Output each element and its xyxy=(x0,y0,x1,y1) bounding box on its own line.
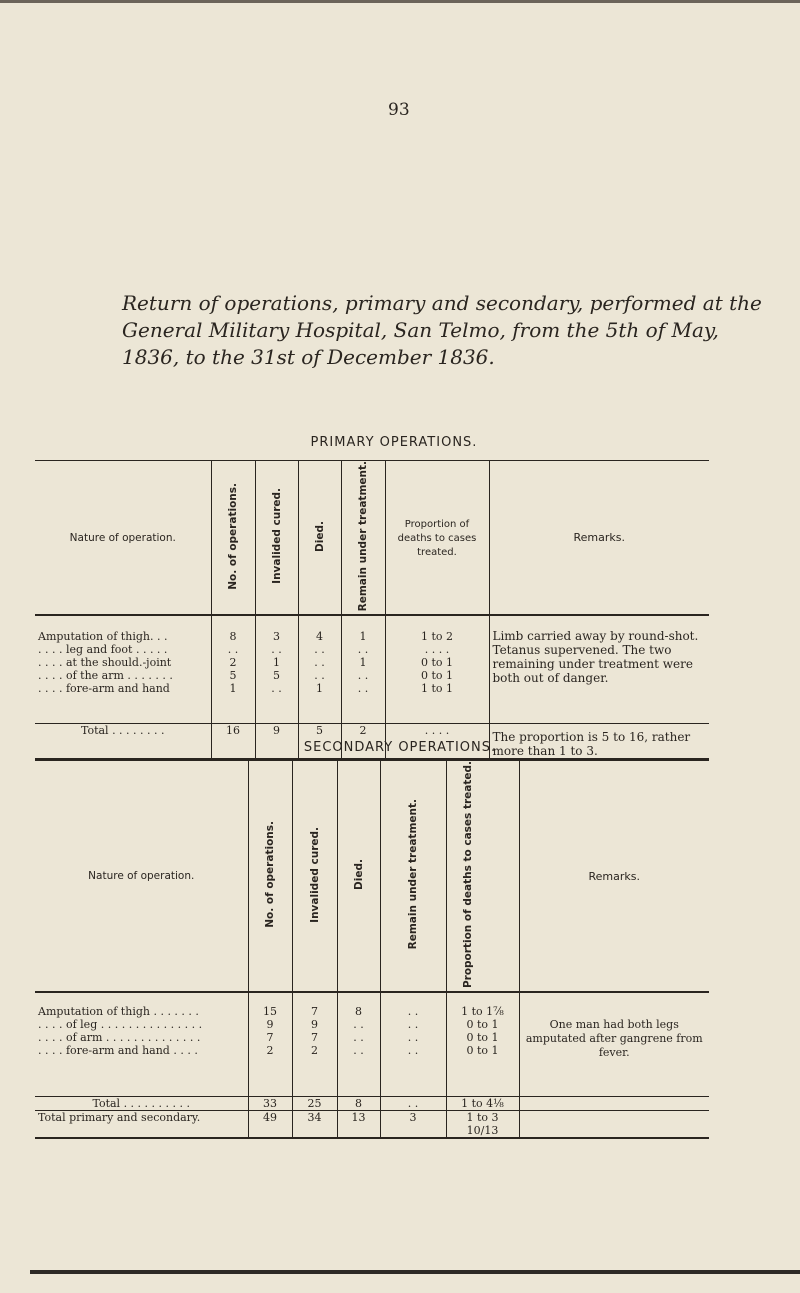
header-operations: No. of operations. xyxy=(211,461,255,616)
cell-cured: . . xyxy=(271,643,282,657)
total-remarks-empty xyxy=(519,1096,709,1110)
total-ops: 33 xyxy=(248,1096,292,1110)
primary-operations-table xyxy=(35,460,709,760)
cell-remain: . . xyxy=(407,1044,419,1058)
grand-total-ops: 49 xyxy=(248,1110,292,1138)
header-nature: Nature of operation. xyxy=(35,761,248,993)
header-row xyxy=(35,461,709,616)
cell-prop: 0 to 1 xyxy=(420,669,454,683)
cell-cured: 5 xyxy=(273,669,280,683)
total-cured: 9 xyxy=(255,723,298,759)
primary-operations-title: PRIMARY OPERATIONS. xyxy=(310,435,478,450)
page-number: 93 xyxy=(388,100,410,120)
grand-total-prop: 1 to 3 10/13 xyxy=(446,1110,519,1138)
cell-cured: 2 xyxy=(311,1044,318,1058)
operation-names xyxy=(35,615,211,723)
cell-died: . . xyxy=(353,1018,364,1032)
cell-ops: 2 xyxy=(229,656,237,670)
grand-total-label: Total primary and secondary. xyxy=(35,1110,248,1138)
row-name: . . . . of leg . . . . . . . . . . . . . . . xyxy=(38,1018,203,1032)
cell-ops: 8 xyxy=(229,630,237,644)
total-ops: 16 xyxy=(211,723,255,759)
row-name: Amputation of thigh. . . xyxy=(38,630,168,644)
row-name: . . . . at the should.-joint xyxy=(38,656,172,670)
total-cured: 25 xyxy=(292,1096,337,1110)
cell-remain: 1 xyxy=(359,656,367,670)
header-died: Died. xyxy=(337,761,380,993)
header-invalided: Invalided cured. xyxy=(255,461,298,616)
row-name: . . . . fore-arm and hand . . . . xyxy=(38,1044,198,1058)
cell-ops: 2 xyxy=(266,1044,274,1058)
row-name: . . . . of arm . . . . . . . . . . . . . . xyxy=(38,1031,201,1045)
grand-total-remarks-empty xyxy=(519,1110,709,1138)
cell-died: . . xyxy=(314,656,325,670)
cell-remain: . . xyxy=(357,643,369,657)
operation-names xyxy=(35,992,248,1096)
grand-total-died: 13 xyxy=(337,1110,380,1138)
total-prop: 1 to 4⅛ xyxy=(446,1096,519,1110)
header-operations: No. of operations. xyxy=(248,761,292,993)
cell-cured: 1 xyxy=(273,656,280,670)
cell-ops: 15 xyxy=(263,1005,277,1019)
row-name: . . . . fore-arm and hand xyxy=(38,682,170,696)
row-name: . . . . leg and foot . . . . . xyxy=(38,643,168,657)
header-nature: Nature of operation. xyxy=(35,461,211,616)
total-label: Total . . . . . . . . xyxy=(35,723,211,759)
cell-prop: 0 to 1 xyxy=(466,1044,499,1058)
proportion-column xyxy=(385,615,489,723)
proportion-column xyxy=(446,992,519,1096)
total-prop: . . . . xyxy=(385,723,489,759)
remain-column xyxy=(380,992,446,1096)
total-remain: 2 xyxy=(341,723,385,759)
operations-column xyxy=(248,992,292,1096)
total-remarks: The proportion is 5 to 16, rather more than 1 to 3. xyxy=(489,723,709,759)
table-body-row xyxy=(35,992,709,1096)
cell-remain: . . xyxy=(407,1018,419,1032)
cell-died: . . xyxy=(353,1031,364,1045)
cell-ops: . . xyxy=(227,643,239,657)
heading-line-2: General Military Hospital, San Telmo, from the 5th of May, xyxy=(122,318,719,342)
heading-line-1: Return of operations, primary and secondary, performed at the xyxy=(122,291,762,315)
cell-prop: 1 to 1⅞ xyxy=(461,1005,504,1019)
heading-line-3: 1836, to the 31st of December 1836. xyxy=(122,345,495,369)
header-remain: Remain under treatment. xyxy=(341,461,385,616)
cell-remain: . . xyxy=(407,1031,419,1045)
cell-remain: 1 xyxy=(359,630,367,644)
cell-remain: . . xyxy=(357,682,369,696)
cell-died: 1 xyxy=(316,682,323,696)
total-died: 8 xyxy=(337,1096,380,1110)
header-proportion: Proportion of deaths to cases treated. xyxy=(385,461,489,616)
document-heading xyxy=(122,290,772,371)
cell-ops: 1 xyxy=(229,682,237,696)
operations-column xyxy=(211,615,255,723)
cell-prop: 0 to 1 xyxy=(420,656,454,670)
remain-column xyxy=(341,615,385,723)
row-name: . . . . of the arm . . . . . . . xyxy=(38,669,173,683)
cell-cured: 7 xyxy=(311,1031,318,1045)
header-remarks: Remarks. xyxy=(519,761,709,993)
row-name: Amputation of thigh . . . . . . . xyxy=(38,1005,199,1019)
grand-total-cured: 34 xyxy=(292,1110,337,1138)
grand-total-row xyxy=(35,1110,709,1138)
died-column xyxy=(337,992,380,1096)
invalided-column xyxy=(292,992,337,1096)
cell-died: 4 xyxy=(316,630,323,644)
cell-cured: 3 xyxy=(273,630,280,644)
cell-cured: 7 xyxy=(311,1005,318,1019)
cell-ops: 5 xyxy=(229,669,237,683)
cell-died: . . xyxy=(314,643,325,657)
cell-prop: 1 to 1 xyxy=(420,682,454,696)
cell-prop: 0 to 1 xyxy=(466,1031,499,1045)
cell-cured: . . xyxy=(271,682,282,696)
cell-ops: 9 xyxy=(266,1018,274,1032)
header-remain: Remain under treatment. xyxy=(380,761,446,993)
cell-ops: 7 xyxy=(266,1031,274,1045)
header-proportion: Proportion of deaths to cases treated. xyxy=(446,761,519,993)
secondary-operations-table xyxy=(35,760,709,1139)
cell-prop: 0 to 1 xyxy=(466,1018,499,1032)
total-label: Total . . . . . . . . . . xyxy=(35,1096,248,1110)
header-invalided: Invalided cured. xyxy=(292,761,337,993)
cell-died: . . xyxy=(314,669,325,683)
secondary-operations-title: SECONDARY OPERATIONS. xyxy=(303,740,497,755)
cell-cured: 9 xyxy=(311,1018,318,1032)
top-rule xyxy=(0,0,800,3)
invalided-column xyxy=(255,615,298,723)
cell-died: . . xyxy=(353,1044,364,1058)
table-body-row xyxy=(35,615,709,723)
remarks-cell: Limb carried away by round-shot. Tetanus supervened. The two remaining under treatment were both out of danger. xyxy=(489,615,709,723)
cell-remain: . . xyxy=(357,669,369,683)
header-row xyxy=(35,761,709,993)
header-remarks: Remarks. xyxy=(489,461,709,616)
cell-died: 8 xyxy=(355,1005,362,1019)
cell-prop: 1 to 2 xyxy=(420,630,454,644)
total-remain: . . xyxy=(380,1096,446,1110)
cell-remain: . . xyxy=(407,1005,419,1019)
bottom-rule xyxy=(30,1270,800,1274)
remarks-cell: One man had both legs amputated after gangrene from fever. xyxy=(519,992,709,1096)
grand-total-remain: 3 xyxy=(380,1110,446,1138)
died-column xyxy=(298,615,341,723)
cell-prop: . . . . xyxy=(424,643,450,657)
header-died: Died. xyxy=(298,461,341,616)
total-died: 5 xyxy=(298,723,341,759)
total-row xyxy=(35,1096,709,1110)
